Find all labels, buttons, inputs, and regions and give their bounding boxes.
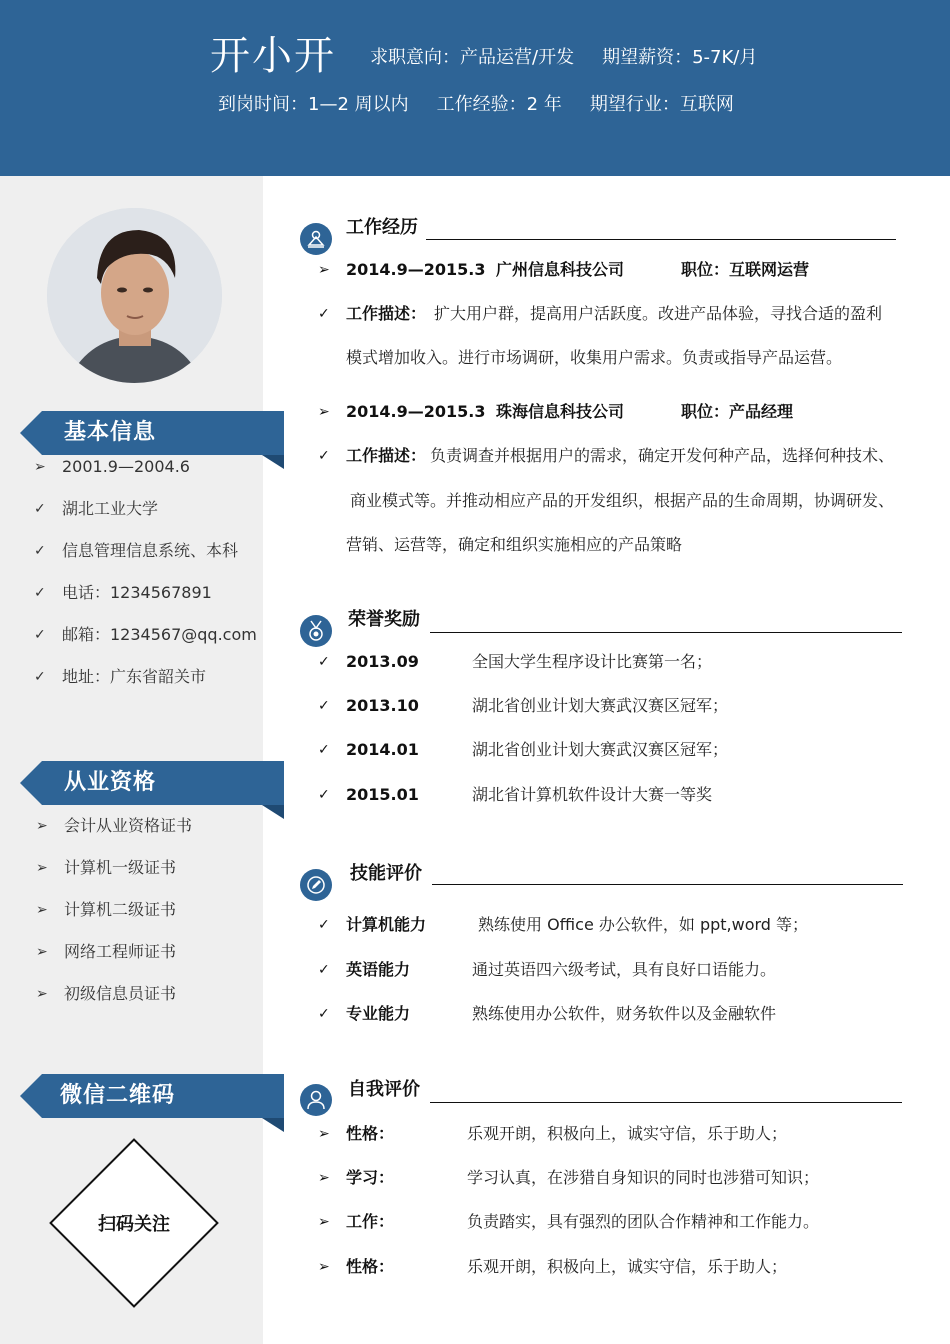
trait-name: 工作： bbox=[346, 1212, 395, 1231]
check-bullet-icon: ✓ bbox=[34, 585, 46, 601]
job-2-desc-line-2: 商业模式等。并推动相应产品的开发组织，根据产品的生命周期，协调研发、 bbox=[350, 491, 895, 510]
arrival-time: 到岗时间：1—2 周以内 bbox=[218, 94, 409, 115]
arrow-bullet-icon: ➢ bbox=[36, 860, 48, 876]
check-bullet-icon: ✓ bbox=[318, 698, 330, 714]
skill-name: 专业能力 bbox=[346, 1004, 411, 1023]
job-1-desc-line-1: 扩大用户群，提高用户活跃度。改进产品体验，寻找合适的盈利 bbox=[434, 304, 883, 323]
work-section-icon bbox=[300, 223, 332, 255]
honor-text: 湖北省创业计划大赛武汉赛区冠军； bbox=[472, 696, 729, 715]
list-item: ➢ 初级信息员证书 bbox=[36, 982, 192, 1024]
expected-salary: 期望薪资：5-7K/月 bbox=[602, 47, 758, 68]
skills-section-title: 技能评价 bbox=[350, 863, 422, 884]
trait-text: 乐观开朗，积极向上，诚实守信，乐于助人； bbox=[467, 1124, 788, 1143]
arrow-bullet-icon: ➢ bbox=[318, 404, 330, 420]
work-experience: 工作经验：2 年 bbox=[436, 94, 562, 115]
wechat-ribbon bbox=[20, 1074, 284, 1118]
arrow-bullet-icon: ➢ bbox=[34, 459, 46, 475]
skill-name: 英语能力 bbox=[346, 960, 411, 979]
skill-name: 计算机能力 bbox=[346, 915, 427, 934]
arrow-bullet-icon: ➢ bbox=[318, 1170, 330, 1186]
trait-name: 性格： bbox=[346, 1124, 395, 1143]
arrow-bullet-icon: ➢ bbox=[36, 986, 48, 1002]
check-bullet-icon: ✓ bbox=[318, 448, 330, 464]
work-section-title: 工作经历 bbox=[346, 217, 418, 238]
trait-name: 学习： bbox=[346, 1168, 395, 1187]
check-bullet-icon: ✓ bbox=[318, 306, 330, 322]
check-bullet-icon: ✓ bbox=[34, 627, 46, 643]
honor-text: 湖北省计算机软件设计大赛一等奖 bbox=[472, 785, 713, 804]
check-bullet-icon: ✓ bbox=[34, 543, 46, 559]
job-1-desc-line-2: 模式增加收入。进行市场调研，收集用户需求。负责或指导产品运营。 bbox=[346, 348, 843, 367]
header-line-1 bbox=[370, 46, 785, 70]
wechat-title: 微信二维码 bbox=[60, 1083, 176, 1108]
list-item: ✓ 电话：1234567891 bbox=[34, 581, 257, 623]
job-1-company: 广州信息科技公司 bbox=[496, 260, 625, 279]
honor-text: 湖北省创业计划大赛武汉赛区冠军； bbox=[472, 740, 729, 759]
pencil-icon bbox=[300, 869, 332, 901]
check-bullet-icon: ✓ bbox=[318, 1006, 330, 1022]
basic-info-ribbon bbox=[20, 411, 284, 455]
arrow-bullet-icon: ➢ bbox=[36, 944, 48, 960]
check-bullet-icon: ✓ bbox=[318, 917, 330, 933]
arrow-bullet-icon: ➢ bbox=[318, 262, 330, 278]
arrow-bullet-icon: ➢ bbox=[318, 1126, 330, 1142]
job-intention: 求职意向：产品运营/开发 bbox=[370, 47, 575, 68]
user-icon bbox=[300, 1084, 332, 1116]
basic-info-list bbox=[34, 455, 257, 707]
job-2-desc-line-3: 营销、运营等，确定和组织实施相应的产品策略 bbox=[346, 535, 683, 554]
job-2-desc-label: 工作描述： bbox=[346, 446, 427, 465]
list-item: ✓ 湖北工业大学 bbox=[34, 497, 257, 539]
qr-code-placeholder[interactable] bbox=[49, 1138, 219, 1308]
honor-date: 2013.10 bbox=[346, 696, 419, 715]
check-bullet-icon: ✓ bbox=[34, 501, 46, 517]
trait-text: 乐观开朗，积极向上，诚实守信，乐于助人； bbox=[467, 1257, 788, 1276]
list-item: ✓ 信息管理信息系统、本科 bbox=[34, 539, 257, 581]
list-item: ➢ 2001.9—2004.6 bbox=[34, 455, 257, 497]
list-item: ➢ 计算机二级证书 bbox=[36, 898, 192, 940]
trait-text: 学习认真，在涉猎自身知识的同时也涉猎可知识； bbox=[467, 1168, 820, 1187]
job-2-period: 2014.9—2015.3 bbox=[346, 402, 486, 421]
profile-photo bbox=[47, 208, 222, 383]
skill-text: 熟练使用办公软件，财务软件以及金融软件 bbox=[472, 1004, 777, 1023]
self-eval-section-title: 自我评价 bbox=[348, 1079, 420, 1100]
section-divider bbox=[426, 239, 896, 240]
list-item: ✓ 地址：广东省韶关市 bbox=[34, 665, 257, 707]
check-bullet-icon: ✓ bbox=[318, 742, 330, 758]
honor-date: 2014.01 bbox=[346, 740, 419, 759]
section-divider bbox=[430, 1102, 902, 1103]
honor-text: 全国大学生程序设计比赛第一名； bbox=[472, 652, 713, 671]
arrow-bullet-icon: ➢ bbox=[36, 818, 48, 834]
skill-text: 熟练使用 Office 办公软件，如 ppt,word 等； bbox=[478, 915, 809, 934]
arrow-bullet-icon: ➢ bbox=[318, 1259, 330, 1275]
honor-date: 2013.09 bbox=[346, 652, 419, 671]
list-item: ➢ 计算机一级证书 bbox=[36, 856, 192, 898]
section-divider bbox=[430, 632, 902, 633]
job-1-period: 2014.9—2015.3 bbox=[346, 260, 486, 279]
job-2-desc-line-1: 负责调查并根据用户的需求，确定开发何种产品，选择何种技术、 bbox=[430, 446, 895, 465]
qualifications-title: 从业资格 bbox=[64, 770, 157, 795]
header-banner bbox=[0, 0, 950, 176]
list-item: ✓ 邮箱：1234567@qq.com bbox=[34, 623, 257, 665]
arrow-bullet-icon: ➢ bbox=[36, 902, 48, 918]
basic-info-title: 基本信息 bbox=[64, 420, 157, 445]
list-item: ➢ 会计从业资格证书 bbox=[36, 814, 192, 856]
section-divider bbox=[432, 884, 903, 885]
qualifications-ribbon bbox=[20, 761, 284, 805]
check-bullet-icon: ✓ bbox=[318, 962, 330, 978]
check-bullet-icon: ✓ bbox=[34, 669, 46, 685]
job-1-desc-label: 工作描述： bbox=[346, 304, 427, 323]
medal-icon bbox=[300, 615, 332, 647]
job-2-position: 职位：产品经理 bbox=[681, 402, 794, 421]
job-1-position: 职位：互联网运营 bbox=[681, 260, 810, 279]
honors-section-title: 荣誉奖励 bbox=[348, 609, 420, 630]
check-bullet-icon: ✓ bbox=[318, 787, 330, 803]
arrow-bullet-icon: ➢ bbox=[318, 1214, 330, 1230]
portrait-image bbox=[47, 208, 222, 383]
scan-label: 扫码关注 bbox=[98, 1214, 170, 1235]
honor-date: 2015.01 bbox=[346, 785, 419, 804]
expected-industry: 期望行业：互联网 bbox=[589, 94, 734, 115]
qualifications-list bbox=[36, 814, 192, 1024]
trait-name: 性格： bbox=[346, 1257, 395, 1276]
check-bullet-icon: ✓ bbox=[318, 654, 330, 670]
list-item: ➢ 网络工程师证书 bbox=[36, 940, 192, 982]
trait-text: 负责踏实，具有强烈的团队合作精神和工作能力。 bbox=[467, 1212, 820, 1231]
header-line-2 bbox=[218, 93, 762, 117]
job-2-company: 珠海信息科技公司 bbox=[496, 402, 625, 421]
skill-text: 通过英语四六级考试，具有良好口语能力。 bbox=[472, 960, 777, 979]
candidate-name: 开小开 bbox=[210, 33, 336, 79]
